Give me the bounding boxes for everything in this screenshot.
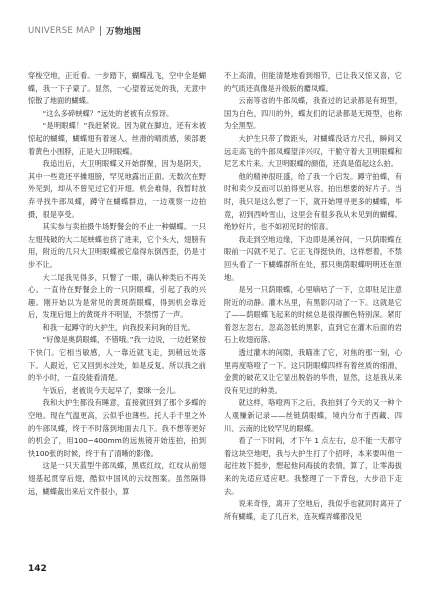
- paragraph: 云南等省的牛郎凤蝶，我查过的记录都是有斑型，国为白色，四川的外，蝶友们的记录都是无斑型，也称为全黑型。: [224, 96, 402, 131]
- paragraph: 我追出后，大卫明眼蝶又开始群聚，因为是阴天，其中一些竟还平摊翅膀，罕见地露出正面。无数次在野外见到，却从不曾见过它们开翅。机会难得，我暂时放弃寻找牛郎凤蝶，蹲守在蝴蝶群边，一边观察一边拍摄，很是享受。: [28, 159, 206, 219]
- paragraph: 这是一只天蓝型牛郎凤蝶，黑底红纹，红纹从前翅翅基起贯穿后翅，酷似中国风的云纹图案。虽然隔得远，蝴蝶裁出来后文件很小，算: [28, 461, 206, 496]
- right-column: [224, 70, 402, 550]
- paragraph: 我走到空地边缘，下边即是溪谷间，一只荫眼蝶在眼前一闪就不见了。它正飞得挺快的，这样想着，不禁回头看了一下蝴蝶群所在处，那只奥荫眼蝶明明还在原地。: [224, 234, 402, 282]
- paragraph: 说来奇怪，离开了空地后，我似乎也就同时离开了所有蝴蝶，走了几百米，连灰蝶弄蝶都没见: [224, 499, 402, 521]
- left-column: [28, 70, 206, 550]
- paragraph: “这么多碎蛱蝶？”远处的老被有点惊讶。: [42, 108, 174, 118]
- paragraph: 午饭后，老被说今天起早了，要眯一会儿。: [42, 385, 181, 395]
- paragraph: 我和大护生都没有睡意，直接就回到了那个多蝶的空地。现在气温更高，云似乎也薄些。托人手千里之外的牛郎凤蝶，终于不时落到地面去几下。我不想等更好的机会了，用100~400mm的远焦镜开始连拍，拍到快100张的时候，终于有了清晰的影像。: [28, 398, 206, 458]
- paragraph: 不上高清，但能清楚地看到细节，已让我又惊又喜，它的气质还真像是升级版的麝凤蝶。: [224, 71, 402, 93]
- paragraph: 其实参与卖拍摄牛场野餐会的不止一种蝴蝶。一只左翅残破的大二尾蛱蝶也挤了进来，它个头大，翅膀有用，附近的几只大卫明眼蝶被它扇得东倒西歪，仍是寸步不让。: [28, 222, 206, 269]
- page-number: 142: [28, 564, 47, 574]
- paragraph: “是明眼蝶！”我赶紧说。因为就在脚边，还有未被惊起的蝴蝶，蝴蝶翅有着迷人、丝滑的晴质感，须部裹着黄色小围脖，正是大卫明眼蝶。: [28, 121, 206, 156]
- paragraph: 就这样，咯噔两下之后，我拍到了今天的又一种个人观赚新记录——丝链荫眼蝶，境内分布于西藏、四川、云南的比较罕见的眼蝶。: [224, 398, 402, 433]
- paragraph: 大二尾我见得多，只瞥了一眼，确认种类后不再关心。一直待在野餐会上的一只阴眼蝶，引起了我的兴趣。刚开始以为是常见的黄斑荫眼蝶，得到机会靠近后，发现后翅上的黄斑并不明显，不禁愣了一声。: [28, 272, 206, 320]
- header-english-title: UNIVERSE MAP: [28, 26, 96, 36]
- paragraph: 大护生只带了微距头，对蝴蝶没话方尺孔，瞬间又远走高飞的牛郎凤蝶望洋兴叹，干脆守着大卫明眼蝶和尼艺术片来。大卫明眼蝶的颜值，还真是值起这么拍。: [224, 133, 402, 169]
- header-chinese-title: 万物地图: [106, 27, 142, 37]
- paragraph: 透过灌木的间隙，我瞄准了它，对焦的那一刻，心里再度咯噔了一下。这只阴眼蝶四样有着丝质的细滑，金黄的破花又让它显出脱俗的华贵，显然，这是我从来没有见过的种类。: [224, 348, 402, 395]
- paragraph: 是另一只荫眼蝶，心里嘀咕了一下，立即驻足注意附近的动静。灌木丛里，有黑影闪动了一下。这就是它了——荫眼蝶飞起来的时候总是很得颤色特别深。紧盯着忽左忽右、忽高忽低的黑影，直到它在灌木后面的岩石上收翅而落。: [224, 285, 402, 345]
- paragraph: 和我一起蹲守的大护生，向我投来问询的目光。: [42, 322, 195, 332]
- paragraph: 穿梭空地，正近看。一步踏下，蝴蝶乱飞，空中全是蝴蝶，我一下子蒙了。显然，一心望着远处的我，无意中惊散了地面的蝴蝶。: [28, 71, 206, 106]
- paragraph: 他的精神很旺盛，给了我一个启发。蹲守拍蝶，有时和卖少反而可以拍得更从容。拍出想要的好片子。当时，我只是这么想了一下，就开始埋寻更多的蝴蝶，毕竟，初到西岭雪山，这里会有很多我从未见到的蝴蝶。绝妙好片，也不如初见时的惊喜。: [224, 171, 402, 232]
- paragraph: “好像是奥荫眼蝶，不错哦。”我一边说，一边赶紧按下快门。它相当敏感，人一靠近就飞走，到稍远处落下。人跟近，它又回到水洼处，如是反复。所以我之前的半小时，一直没能看清楚。: [28, 335, 206, 383]
- body-text: [28, 70, 402, 550]
- header-divider: [100, 26, 101, 36]
- running-header: [28, 24, 141, 38]
- paragraph: 看了一下时间，才下午 1 点左右，总不能一天都守着这块空地吧，我与大护生打了个招呼，本来要叫他一起往坡下挺步，想起他问海拔的表情，算了，让零海拔来的先适应适应吧。我整理了一下背包，大步沿下走去。: [224, 436, 402, 496]
